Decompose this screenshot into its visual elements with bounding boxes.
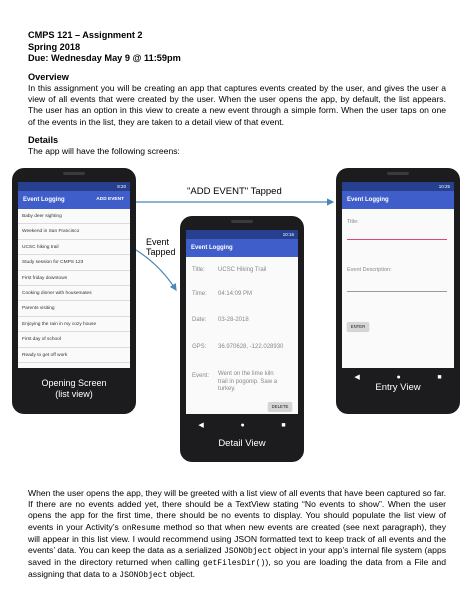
detail-view-screen <box>186 230 298 414</box>
home-icon[interactable]: ● <box>240 421 245 429</box>
body-text-2: method so that when new events are created (see next paragraph), they will appear in this list view. I would recommend using JSON formatted text to keep track of all events and the events’ data. You can keep the data as a serialized <box>28 521 447 556</box>
recents-icon[interactable]: ■ <box>281 421 286 429</box>
get-files-dir-code: getFilesDir() <box>202 559 266 569</box>
title-input[interactable] <box>347 239 447 240</box>
list-view-phone <box>12 168 136 414</box>
list-item[interactable]: Ready to get off work <box>18 348 130 363</box>
home-icon[interactable]: ● <box>396 373 401 381</box>
list-item[interactable]: UCSC hiking trail <box>18 240 130 255</box>
json-object-code: JSONObject <box>223 547 272 557</box>
course-title: CMPS 121 – Assignment 2 <box>28 30 143 40</box>
caption-line2: (list view) <box>55 389 93 399</box>
body-paragraph <box>28 488 446 582</box>
caption-line1: Opening Screen <box>41 378 107 388</box>
entry-view-caption: Entry View <box>375 382 421 393</box>
event-tapped-annotation <box>146 237 176 257</box>
list-item[interactable]: Baby deer sighting <box>18 209 130 224</box>
title-label: Title: <box>347 219 359 225</box>
event-tapped-line1: Event <box>146 237 170 247</box>
app-bar <box>18 191 130 209</box>
list-item[interactable]: Parents visiting <box>18 301 130 316</box>
status-time: 8:20 <box>117 184 126 189</box>
list-item[interactable]: Weekend in San Francisco <box>18 224 130 239</box>
date-value: 03-28-2018 <box>218 317 249 323</box>
recents-icon[interactable]: ■ <box>437 373 442 381</box>
on-resume-code: onResume <box>121 523 161 533</box>
app-bar <box>186 239 298 257</box>
entry-view-screen <box>342 182 454 368</box>
delete-button[interactable]: DELETE <box>268 402 292 411</box>
detail-view-caption: Detail View <box>218 438 266 449</box>
details-intro: The app will have the following screens: <box>28 146 180 156</box>
term: Spring 2018 <box>28 41 81 52</box>
description-input[interactable] <box>347 291 447 292</box>
event-value: Went on the lime kiln trail in pogonip. Saw a turkey. <box>218 371 278 392</box>
app-title: Event Logging <box>23 197 65 203</box>
add-event-annotation: "ADD EVENT" Tapped <box>187 186 282 197</box>
overview-heading: Overview <box>28 72 69 82</box>
phone-speaker <box>231 220 253 223</box>
title-value: UCSC Hiking Trail <box>218 267 267 273</box>
detail-view-phone <box>180 216 304 462</box>
back-icon[interactable]: ◀ <box>354 374 360 381</box>
app-title: Event Logging <box>347 197 389 203</box>
list-item[interactable]: Enjoying the rain in my cozy house <box>18 317 130 332</box>
phone-speaker <box>387 172 409 175</box>
list-item[interactable]: First friday downtown <box>18 271 130 286</box>
details-heading: Details <box>28 135 59 145</box>
event-tapped-line2: Tapped <box>146 247 176 257</box>
gps-label: GPS: <box>192 344 207 350</box>
status-bar <box>18 182 130 191</box>
list-view-screen <box>18 182 130 368</box>
list-item[interactable]: Cooking dinner with housemates <box>18 286 130 301</box>
body-text-5: object. <box>169 569 195 580</box>
nav-bar <box>180 417 304 433</box>
date-label: Date: <box>192 317 207 323</box>
description-label: Event Description: <box>347 267 392 273</box>
title-label: Title: <box>192 267 205 273</box>
body-text-3: object in your app’s internal file system (apps saved in the directory returned when calling <box>28 545 447 568</box>
time-value: 04:14:09 PM <box>218 291 253 297</box>
body-text-4: ), so you are loading the data from a File and assigning that data to a <box>28 557 446 580</box>
event-label: Event: <box>192 373 210 379</box>
app-bar <box>342 191 454 209</box>
event-list <box>18 209 130 363</box>
time-label: Time: <box>192 291 207 297</box>
gps-value: 36.970628, -122.028930 <box>218 344 284 350</box>
status-bar <box>186 230 298 239</box>
enter-button[interactable]: ENTER <box>347 322 369 331</box>
status-time: 10:25 <box>438 184 450 189</box>
json-object-code: JSONObject <box>119 571 168 581</box>
back-icon[interactable]: ◀ <box>198 422 204 429</box>
entry-view-phone <box>336 168 460 414</box>
add-event-button[interactable]: ADD EVENT <box>96 197 124 202</box>
list-item[interactable]: First day of school <box>18 332 130 347</box>
status-bar <box>342 182 454 191</box>
body-text-1: When the user opens the app, they will be greeted with a list view of all events that have been captured so far. If there are no events added yet, there should be a TextView stating “No events to show”. When the user opens the app for the first time, there should be no events to display. You should populate the list view of events in your Activity’s <box>28 488 447 532</box>
due-date: Due: Wednesday May 9 @ 11:59pm <box>28 53 181 63</box>
phone-speaker <box>63 172 85 175</box>
list-view-caption <box>12 378 136 400</box>
overview-paragraph: In this assignment you will be creating an app that captures events created by the user, and gives the user a view of all events that were created by the user. When the user opens the app, by default, the list appears. The user has an option in this view to create a new event through a simple form. When the user taps on one of the events in the list, they are taken to a detail view of that event. <box>28 83 446 127</box>
app-title: Event Logging <box>191 245 233 251</box>
status-time: 10:16 <box>282 232 294 237</box>
list-item[interactable]: Study session for CMPS 123 <box>18 255 130 270</box>
